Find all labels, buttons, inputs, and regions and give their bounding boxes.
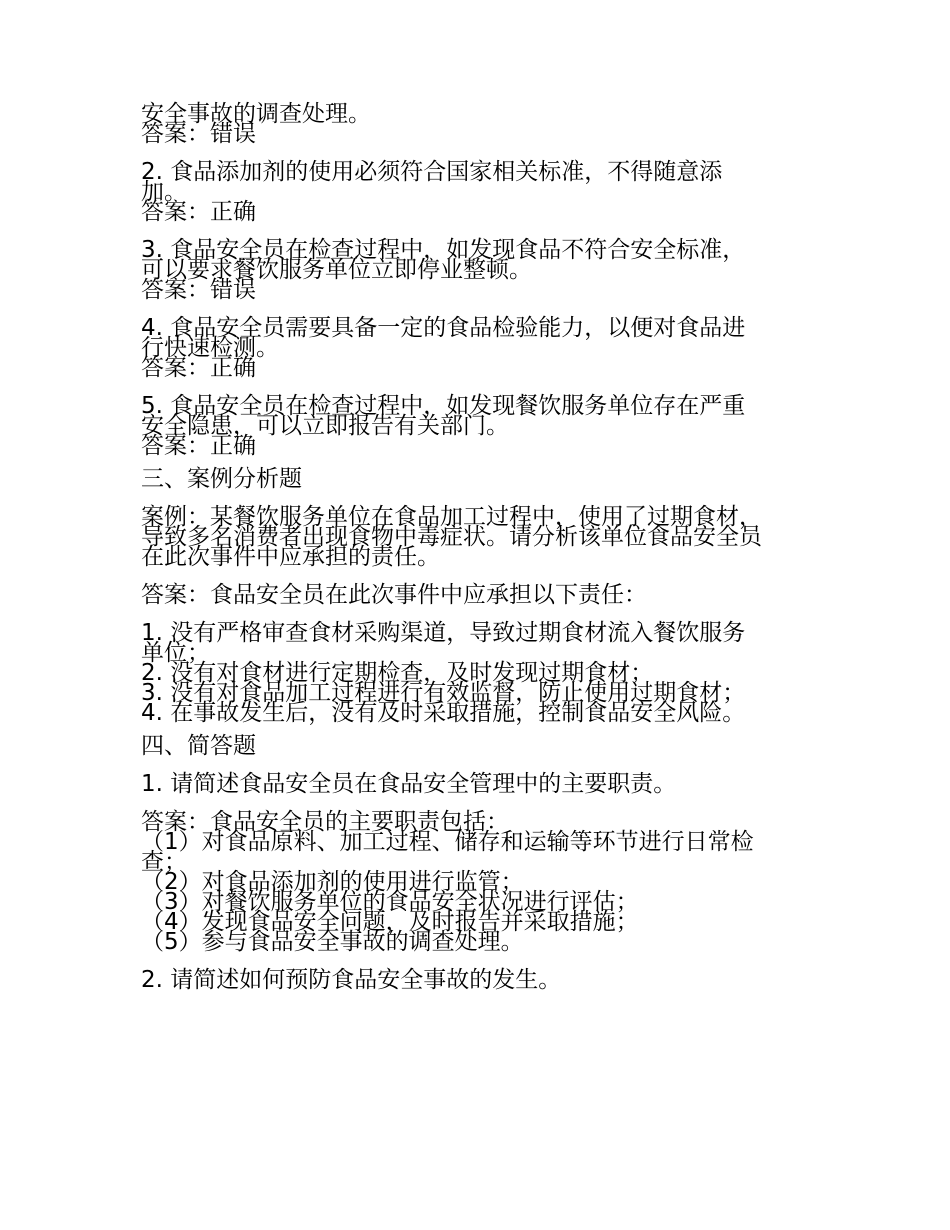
list-item: 单位； (141, 640, 210, 666)
paragraph-case (141, 504, 821, 570)
section-heading-case-analysis: 三、案例分析题 (141, 466, 302, 492)
answer-line: 答案：错误 (141, 121, 256, 147)
paragraph-question-2 (141, 159, 821, 225)
text-line: 2. 食品添加剂的使用必须符合国家相关标准，不得随意添 (141, 159, 723, 185)
text-line: 1. 请简述食品安全员在食品安全管理中的主要职责。 (141, 771, 677, 797)
text-line: 行快速检测。 (141, 335, 279, 361)
paragraph-short-answer-1 (141, 809, 821, 955)
paragraph-question-4 (141, 315, 821, 381)
paragraph-question-3 (141, 237, 821, 303)
paragraph-case-answer-intro (141, 582, 821, 608)
text-line: 2. 请简述如何预防食品安全事故的发生。 (141, 967, 562, 993)
answer-line: 答案：正确 (141, 433, 256, 459)
list-item: 2. 没有对食材进行定期检查，及时发现过期食材； (141, 660, 654, 686)
answer-line: 答案：正确 (141, 355, 256, 381)
paragraph-short-question-2 (141, 967, 821, 993)
text-line: 5. 食品安全员在检查过程中，如发现餐饮服务单位存在严重 (141, 393, 746, 419)
list-item: （3）对餐饮服务单位的食品安全状况进行评估； (141, 889, 639, 915)
paragraph-case-answer-list (141, 620, 821, 726)
document-page (141, 101, 821, 993)
text-line: 加。 (141, 179, 187, 205)
list-item: （4）发现食品安全问题，及时报告并采取措施； (141, 909, 639, 935)
text-line: 安全事故的调查处理。 (141, 101, 371, 127)
text-line: 3. 食品安全员在检查过程中，如发现食品不符合安全标准， (141, 237, 746, 263)
text-line: 导致多名消费者出现食物中毒症状。请分析该单位食品安全员 (141, 524, 762, 550)
list-item: 3. 没有对食品加工过程进行有效监督，防止使用过期食材； (141, 680, 746, 706)
list-item: （1）对食品原料、加工过程、储存和运输等环节进行日常检 (141, 829, 754, 855)
section-heading-short-answer: 四、简答题 (141, 733, 256, 759)
list-item: 查； (141, 849, 187, 875)
list-item: （5）参与食品安全事故的调查处理。 (141, 929, 524, 955)
text-line: 可以要求餐饮服务单位立即停业整顿。 (141, 257, 532, 283)
answer-line: 答案：食品安全员的主要职责包括： (141, 809, 509, 835)
text-line: 4. 食品安全员需要具备一定的食品检验能力，以便对食品进 (141, 315, 746, 341)
text-line: 安全隐患，可以立即报告有关部门。 (141, 413, 509, 439)
paragraph-question-5 (141, 393, 821, 459)
list-item: （2）对食品添加剂的使用进行监管； (141, 869, 524, 895)
list-item: 4. 在事故发生后，没有及时采取措施，控制食品安全风险。 (141, 700, 746, 726)
list-item: 1. 没有严格审查食材采购渠道，导致过期食材流入餐饮服务 (141, 620, 746, 646)
paragraph-short-question-1 (141, 771, 821, 797)
answer-line: 答案：错误 (141, 277, 256, 303)
paragraph-q-prev-tail (141, 101, 821, 147)
answer-line: 答案：食品安全员在此次事件中应承担以下责任： (141, 582, 647, 608)
answer-line: 答案：正确 (141, 199, 256, 225)
text-line: 案例：某餐饮服务单位在食品加工过程中，使用了过期食材， (141, 504, 762, 530)
text-line: 在此次事件中应承担的责任。 (141, 544, 440, 570)
